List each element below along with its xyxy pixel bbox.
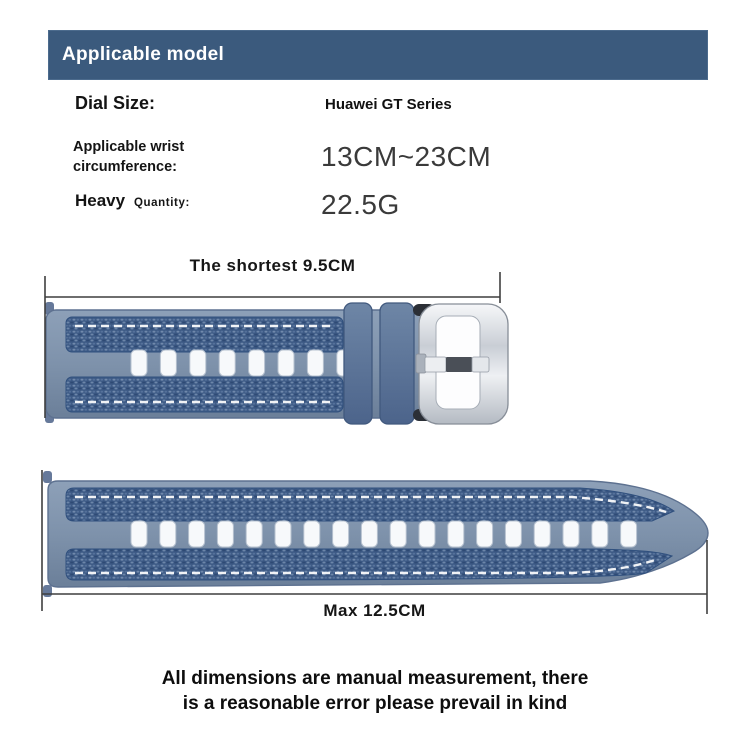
strap-hole [534, 521, 550, 547]
measurement-label-max: Max 12.5CM [323, 601, 426, 620]
strap-hole [505, 521, 521, 547]
strap-hole [307, 350, 323, 376]
bottom-strap-fabric-band-upper [66, 488, 674, 521]
keeper-loop [380, 303, 414, 424]
strap-hole [419, 521, 435, 547]
strap-hole [592, 521, 608, 547]
measurement-label-shortest: The shortest 9.5CM [189, 256, 356, 275]
strap-hole [477, 521, 493, 547]
spring-bar-pin [43, 471, 52, 483]
buckle [413, 304, 508, 424]
buckle-pin-hinge [416, 354, 426, 373]
strap-hole [219, 350, 235, 376]
strap-hole [333, 521, 349, 547]
strap-hole [246, 521, 262, 547]
strap-hole [390, 521, 406, 547]
strap-hole [278, 350, 294, 376]
spec-label-weight: Heavy [75, 191, 126, 210]
strap-hole [189, 521, 205, 547]
spec-value-wrist-circumference: 13CM~23CM [321, 141, 492, 172]
strap-hole [131, 350, 147, 376]
buckle-pin-segment [425, 357, 446, 372]
strap-hole [304, 521, 320, 547]
spec-label-wrist-line2: circumference: [73, 158, 177, 175]
keeper-loop [344, 303, 372, 424]
strap-hole [275, 521, 291, 547]
strap-hole [190, 350, 206, 376]
strap-hole [131, 521, 147, 547]
spring-bar-pin [43, 585, 52, 597]
strap-hole [448, 521, 464, 547]
spec-label-weight-quantity: Quantity: [134, 197, 190, 209]
strap-hole [160, 521, 176, 547]
footer-note-line2: is a reasonable error please prevail in kind [182, 693, 568, 714]
spec-label-dial-size: Dial Size: [75, 93, 156, 113]
strap-hole [361, 521, 377, 547]
bottom-strap [43, 471, 708, 597]
spec-value-weight: 22.5G [321, 189, 400, 220]
strap-hole [217, 521, 233, 547]
strap-hole [621, 521, 637, 547]
strap-hole [160, 350, 176, 376]
strap-hole [249, 350, 265, 376]
buckle-pin-segment-dark [446, 357, 472, 372]
strap-hole [563, 521, 579, 547]
buckle-pin-tip [472, 357, 489, 372]
top-strap [45, 302, 508, 424]
footer-note-line1: All dimensions are manual measurement, there [161, 668, 589, 689]
spec-value-dial-size: Huawei GT Series [325, 96, 452, 113]
header-title: Applicable model [62, 44, 225, 65]
spec-label-wrist-line1: Applicable wrist [73, 139, 185, 155]
top-strap-fabric-band-upper [66, 317, 343, 352]
bottom-strap-fabric-band-lower [66, 549, 672, 580]
top-strap-fabric-band-lower [66, 377, 343, 412]
